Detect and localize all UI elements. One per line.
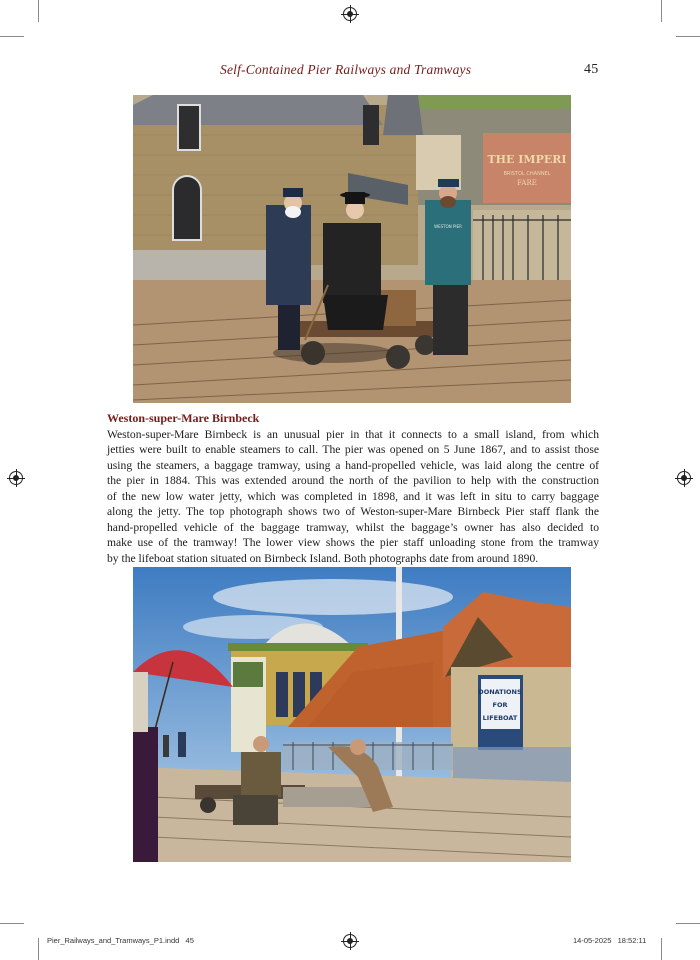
crop-mark: [661, 0, 662, 22]
crop-mark: [676, 36, 700, 37]
text-line: the pier in 1884. This was extended around the north of the pavilion to help with the construction: [107, 474, 599, 488]
imperial-sign-text: BRISTOL CHANNEL: [503, 171, 551, 177]
crop-mark: [38, 938, 39, 960]
running-head-title: Self-Contained Pier Railways and Tramways: [220, 62, 472, 77]
text-line: make use of the tramway! The lower view shows the pier staff unloading stone from the tramway: [107, 536, 599, 550]
footer-timestamp: 14-05-2025 18:52:11: [573, 936, 647, 945]
lifeboat-sign-text: LIFEBOAT: [482, 714, 518, 722]
bottom-photograph: [133, 567, 571, 862]
page-number: 45: [584, 62, 599, 77]
text-line: Weston-super-Mare Birnbeck is an unusual pier in that it connects to a small island, from which: [107, 428, 599, 441]
crop-mark: [0, 923, 24, 924]
registration-mark-icon: [677, 471, 691, 485]
registration-mark-icon: [343, 7, 357, 21]
text-line: along the jetty. The top photograph shows two of Weston-super-Mare Birnbeck Pier staff flank the: [107, 505, 599, 519]
crop-mark: [661, 938, 662, 960]
text-line: of the new low water jetty, which was completed in 1898, and it was left in situ to carry baggage: [107, 489, 599, 503]
body-paragraph: [107, 427, 599, 566]
jumper-text: WESTON PIER: [434, 224, 462, 229]
text-line: by the lifeboat station situated on Birnbeck Island. Both photographs date from around 1890.: [107, 551, 539, 565]
lifeboat-sign-text: FOR: [492, 701, 508, 709]
section-heading: Weston-super-Mare Birnbeck: [107, 411, 260, 425]
text-line: jetties were built to enable steamers to call. The pier was opened on 5 June 1867, and to assist those: [107, 443, 599, 457]
imperial-sign-text: FARE: [517, 179, 537, 187]
footer-file-slug: Pier_Railways_and_Tramways_P1.indd 45: [47, 936, 194, 945]
crop-mark: [0, 36, 24, 37]
text-line: using the steamers, a baggage tramway, using a hand-propelled vehicle, was laid along the centre of: [107, 458, 599, 472]
crop-mark: [38, 0, 39, 22]
registration-mark-icon: [9, 471, 23, 485]
lifeboat-sign-text: DONATIONS: [478, 688, 522, 696]
text-line: hand-propelled vehicle of the baggage tramway, whilst the baggage’s owner has also decided to: [107, 520, 599, 534]
top-photograph: [133, 95, 571, 403]
crop-mark: [676, 923, 700, 924]
registration-mark-icon: [343, 934, 357, 948]
imperial-sign-text: THE IMPERI: [487, 153, 567, 166]
